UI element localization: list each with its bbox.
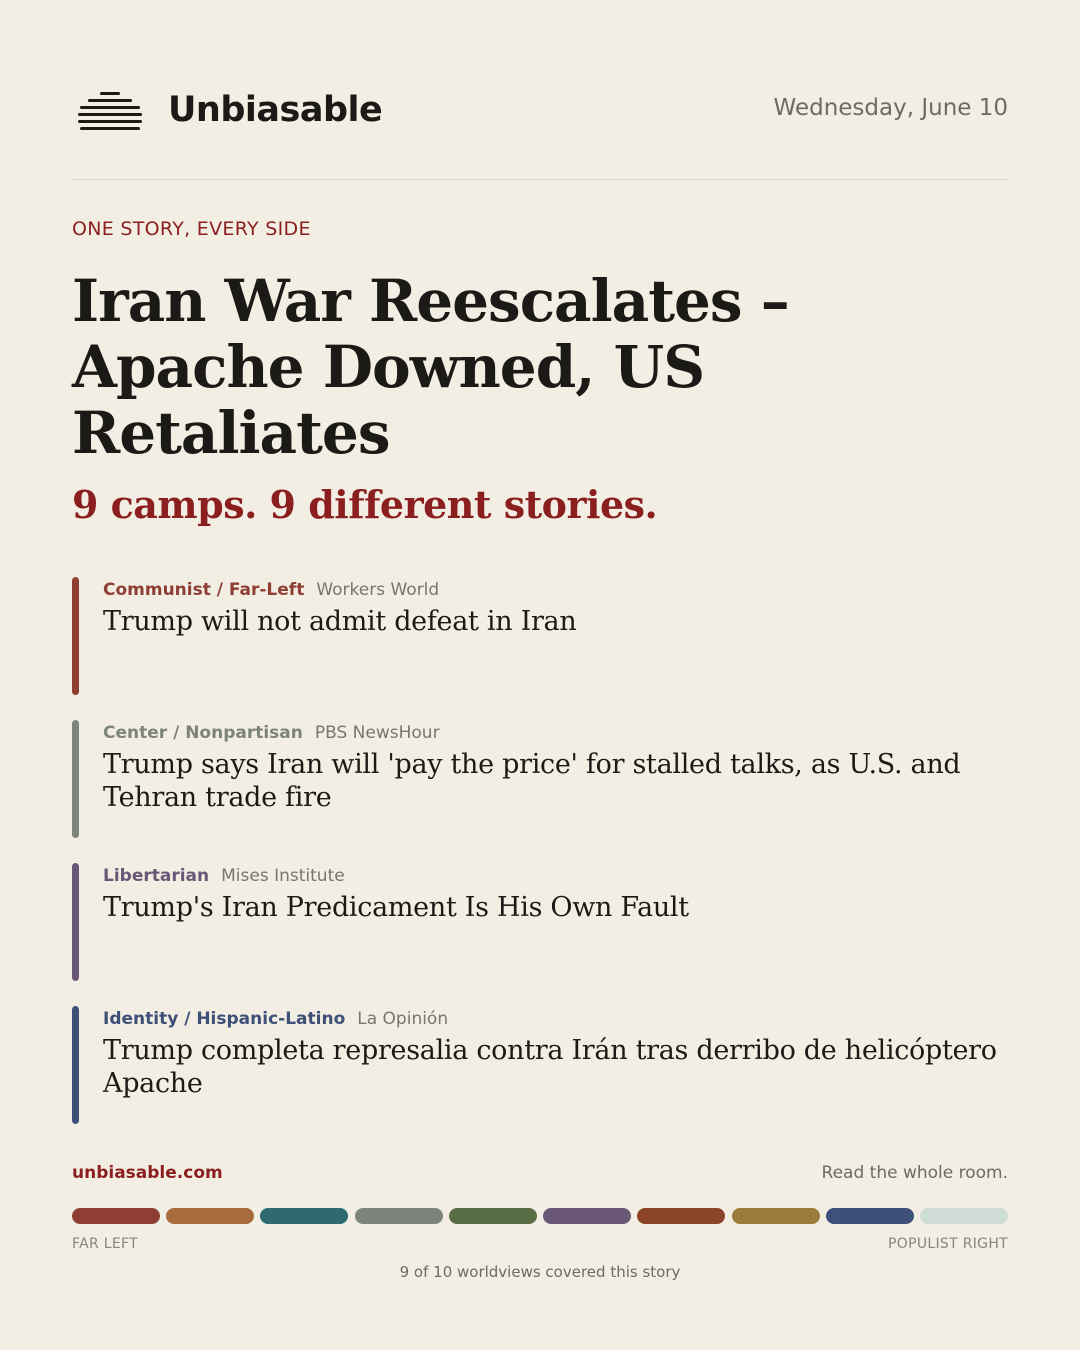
camp-color-bar [72,863,79,981]
story-meta [103,723,440,743]
kicker: ONE STORY, EVERY SIDE [72,218,311,240]
date: Wednesday, June 10 [773,95,1008,121]
subhead: 9 camps. 9 different stories. [72,482,658,527]
worldview-spectrum [72,1208,1008,1224]
brand-name[interactable]: Unbiasable [168,90,383,130]
spectrum-segment [449,1208,537,1224]
spectrum-segment [166,1208,254,1224]
tagline: Read the whole room. [821,1163,1008,1183]
camp-color-bar [72,720,79,838]
story-title[interactable]: Trump completa represalia contra Irán tras derribo de helicóptero Apache [103,1035,997,1099]
spectrum-segment [826,1208,914,1224]
story-meta [103,580,439,600]
camp-label: Communist / Far-Left [103,580,305,600]
source-name: Workers World [316,580,440,600]
site-link[interactable]: unbiasable.com [72,1163,223,1183]
story-item[interactable] [72,720,1008,838]
camp-color-bar [72,577,79,695]
camp-label: Identity / Hispanic-Latino [103,1009,346,1029]
spectrum-segment [920,1208,1008,1224]
story-item[interactable] [72,577,1008,695]
story-meta [103,1009,448,1029]
source-name: PBS NewsHour [314,723,440,743]
spectrum-segment [543,1208,631,1224]
story-title[interactable]: Trump's Iran Predicament Is His Own Fault [103,892,689,923]
story-title[interactable]: Trump says Iran will 'pay the price' for stalled talks, as U.S. and Tehran trade fire [103,749,961,813]
share-card [72,0,1008,1350]
source-name: Mises Institute [221,866,345,886]
spectrum-segment [637,1208,725,1224]
logo-icon [78,90,142,134]
source-name: La Opinión [357,1009,449,1029]
header-divider [72,179,1008,180]
spectrum-segment [355,1208,443,1224]
story-item[interactable] [72,863,1008,981]
spectrum-segment [732,1208,820,1224]
camp-label: Libertarian [103,866,210,886]
coverage-note: 9 of 10 worldviews covered this story [399,1263,681,1281]
story-title[interactable]: Trump will not admit defeat in Iran [103,606,577,637]
camp-color-bar [72,1006,79,1124]
page-title: Iran War Reescalates – Apache Downed, US Retaliates [72,267,789,467]
spectrum-left-label: FAR LEFT [72,1236,138,1252]
spectrum-segment [72,1208,160,1224]
story-item[interactable] [72,1006,1008,1124]
camp-label: Center / Nonpartisan [103,723,303,743]
story-meta [103,866,345,886]
spectrum-segment [260,1208,348,1224]
spectrum-right-label: POPULIST RIGHT [888,1236,1008,1252]
